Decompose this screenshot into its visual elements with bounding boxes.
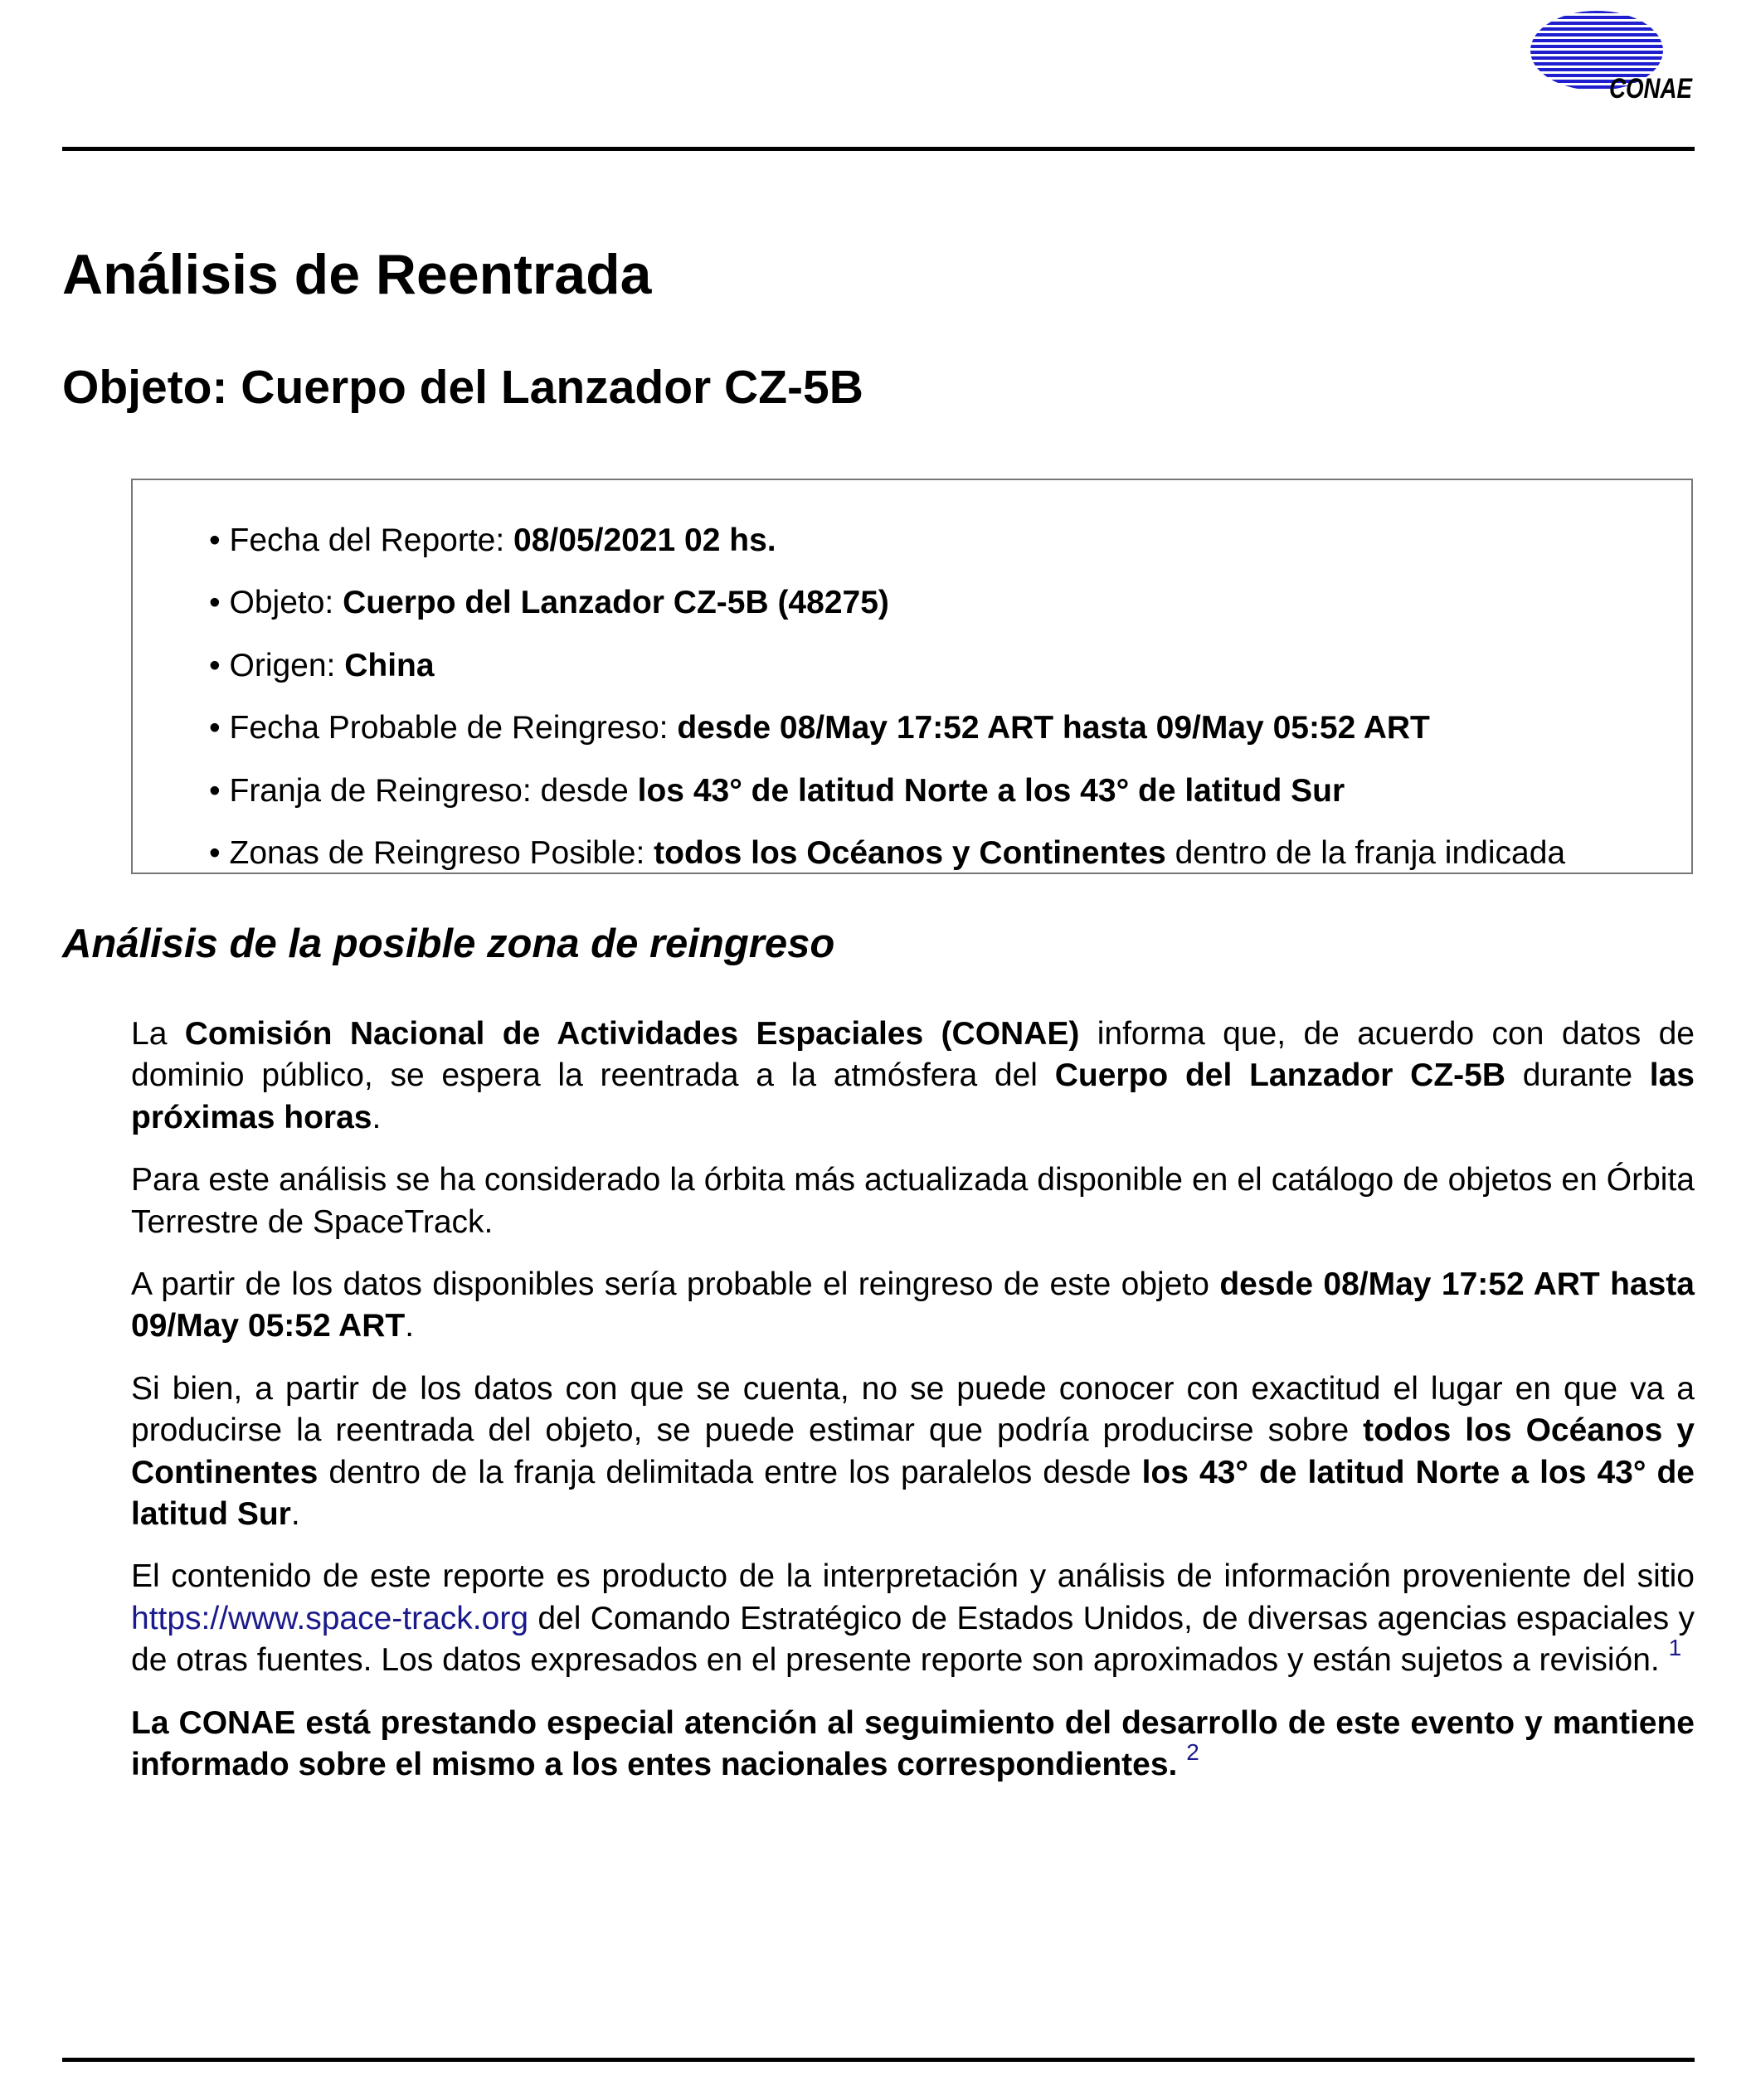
paragraph-1: La Comisión Nacional de Actividades Espaciales (CONAE) informa que, de acuerdo con datos de dominio público, se espera la reentrada a la atmósfera del Cuerpo del Lanzador CZ-5B durante las próximas horas. [131,1016,1695,1135]
conae-logo [1526,5,1700,105]
header-rule [62,147,1695,151]
summary-item: • Fecha del Reporte: 08/05/2021 02 hs. [209,523,776,558]
bullet: • [209,835,230,872]
paragraph-2: Para este análisis se ha considerado la órbita más actualizada disponible en el catálogo de objetos en Órbita Terrestre de SpaceTrack. [131,1162,1695,1240]
section-title: Análisis de la posible zona de reingreso [62,921,835,966]
paragraph-4: Si bien, a partir de los datos con que se cuenta, no se puede conocer con exactitud el lugar en que va a producirse la reentrada del objeto, se puede estimar que podría producirse sobre todos los Océanos y Continentes dentro de la franja delimitada entre los paralelos desde los 43° de latitud Norte a los 43° de latitud Sur. [131,1370,1695,1533]
space-track-link[interactable]: https://www.space-track.org [131,1600,529,1636]
bullet: • [209,772,230,809]
summary-item: • Origen: China [209,647,435,683]
summary-item: • Zonas de Reingreso Posible: todos los Océanos y Continentes dentro de la franja indicada [209,835,1566,872]
summary-item: • Fecha Probable de Reingreso: desde 08/May 17:52 ART hasta 09/May 05:52 ART [209,710,1430,746]
bullet: • [209,585,230,621]
svg-text:CONAE: CONAE [1609,73,1694,105]
summary-list [209,509,1565,884]
bullet: • [209,647,230,683]
page-title: Análisis de Reentrada [62,243,652,306]
report-body [131,1014,1695,1807]
page-subtitle: Objeto: Cuerpo del Lanzador CZ-5B [62,361,863,414]
bullet: • [209,710,230,746]
summary-item: • Franja de Reingreso: desde los 43° de latitud Norte a los 43° de latitud Sur [209,772,1345,809]
summary-item: • Objeto: Cuerpo del Lanzador CZ-5B (48275) [209,585,889,621]
paragraph-3: A partir de los datos disponibles sería probable el reingreso de este objeto desde 08/May 17:52 ART hasta 09/May 05:52 ART. [131,1266,1695,1344]
bullet: • [209,523,230,558]
footnote-ref-1[interactable]: 1 [1668,1635,1682,1661]
footnote-ref-2[interactable]: 2 [1186,1739,1199,1766]
paragraph-5: El contenido de este reporte es producto de la interpretación y análisis de información proveniente del sitio https://www.space-track.org del Comando Estratégico de Estados Unidos, de diversas agencias espaciales y de otras fuentes. Los datos expresados en el presente reporte son aproximados y están sujetos a revisión. $^1$ [131,1558,1695,1679]
summary-box [131,479,1693,874]
paragraph-6: La CONAE está prestando especial atención al seguimiento del desarrollo de este evento y mantiene informado sobre el mismo a los entes nacionales correspondientes. $^2$ [131,1704,1695,1783]
footer-rule [62,2058,1695,2062]
